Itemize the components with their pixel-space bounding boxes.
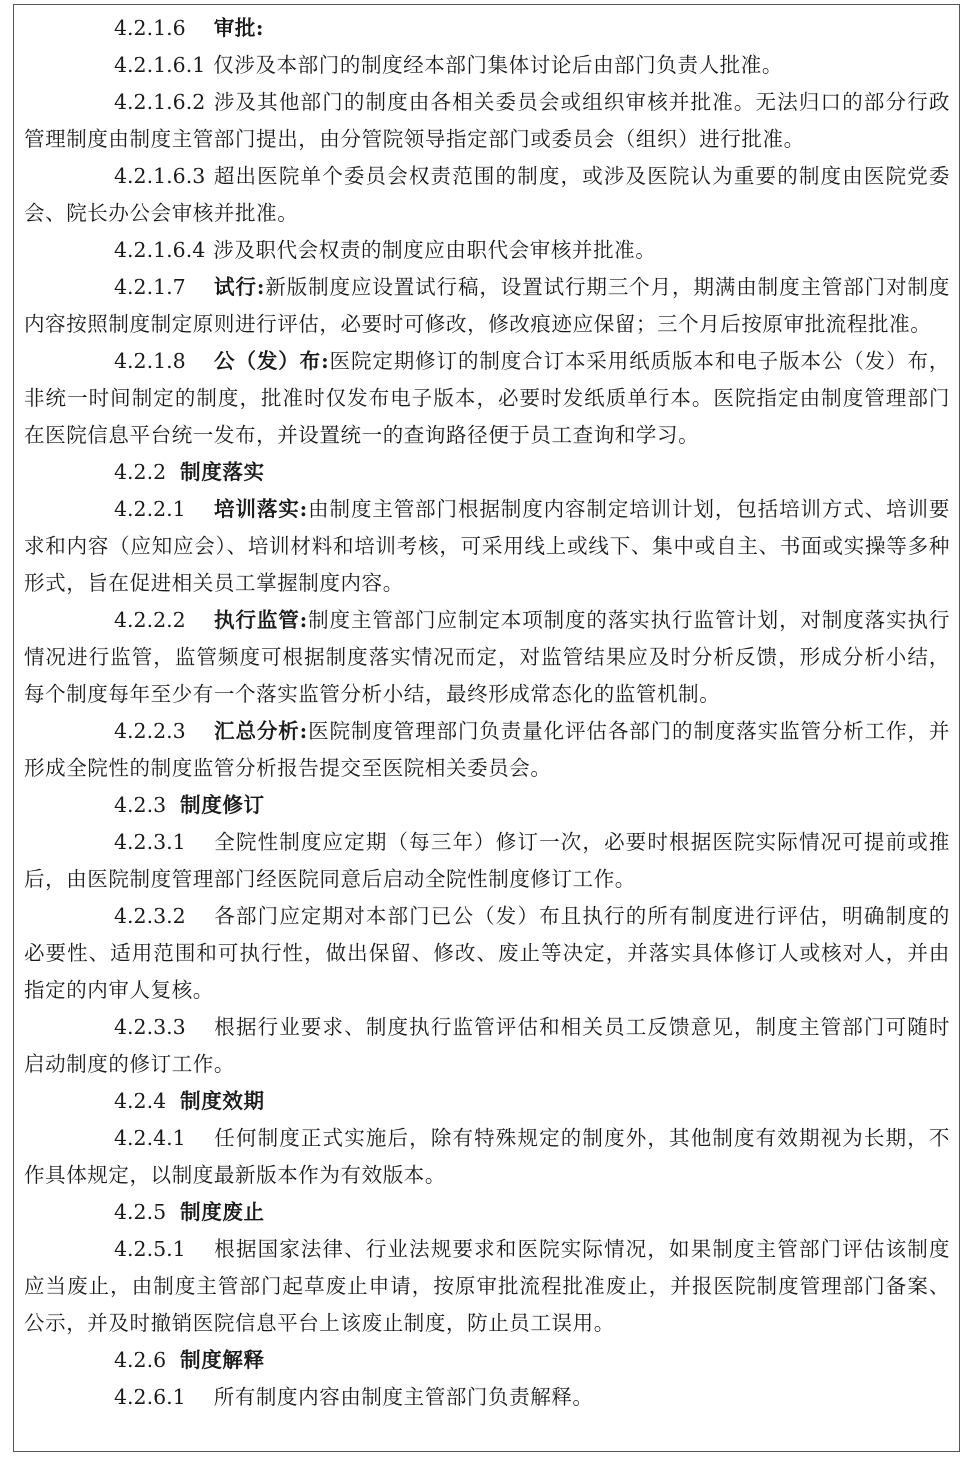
document-body <box>24 10 950 1416</box>
clause-number: 4.2.1.6.4 <box>114 238 206 262</box>
clause-4-2-6-1 <box>24 1379 950 1416</box>
clause-title: 汇总分析: <box>213 719 308 743</box>
clause-number: 4.2.2.2 <box>114 608 186 632</box>
clause-number: 4.2.3.1 <box>114 830 186 854</box>
clause-4-2-1-8 <box>24 343 950 454</box>
section-title: 制度废止 <box>180 1200 265 1224</box>
clause-4-2-1-7 <box>24 269 950 343</box>
clause-number: 4.2.1.6.3 <box>114 164 206 188</box>
section-4-2-1-6 <box>24 10 950 47</box>
clause-title: 试行: <box>213 275 266 299</box>
clause-text: 制度主管部门应制定本项制度的落实执行监管计划，对制度落实执行情况进行监管，监管频度可根据制度落实情况而定，对监管结果应及时分析反馈，形成分析小结，每个制度每年至少有一个落实监管分析小结，最终形成常态化的监管机制。 <box>24 608 951 706</box>
clause-text: 医院制度管理部门负责量化评估各部门的制度落实监管分析工作，并形成全院性的制度监管分析报告提交至医院相关委员会。 <box>24 719 951 780</box>
clause-number: 4.2.1.6.1 <box>114 53 206 77</box>
clause-4-2-1-6-1 <box>24 47 950 84</box>
clause-4-2-4-1 <box>24 1120 950 1194</box>
section-title: 制度修订 <box>180 793 265 817</box>
clause-number: 4.2.4.1 <box>114 1126 186 1150</box>
clause-text: 各部门应定期对本部门已公（发）布且执行的所有制度进行评估，明确制度的必要性、适用范围和可执行性，做出保留、修改、废止等决定，并落实具体修订人或核对人，并由指定的内审人复核。 <box>24 904 950 1002</box>
section-number: 4.2.4 <box>114 1089 167 1113</box>
clause-text: 由制度主管部门根据制度内容制定培训计划，包括培训方式、培训要求和内容（应知应会）、培训材料和培训考核，可采用线上或线下、集中或自主、书面或实操等多种形式，旨在促进相关员工掌握制度内容。 <box>24 497 951 595</box>
section-number: 4.2.3 <box>114 793 167 817</box>
clause-number: 4.2.1.6.2 <box>114 90 206 114</box>
clause-text: 根据国家法律、行业法规要求和医院实际情况，如果制度主管部门评估该制度应当废止，由制度主管部门起草废止申请，按原审批流程批准废止，并报医院制度管理部门备案、公示，并及时撤销医院信息平台上该废止制度，防止员工误用。 <box>24 1237 950 1335</box>
clause-text: 医院定期修订的制度合订本采用纸质版本和电子版本公（发）布，非统一时间制定的制度，批准时仅发布电子版本，必要时发纸质单行本。医院指定由制度管理部门在医院信息平台统一发布，并设置统一的查询路径便于员工查询和学习。 <box>24 349 950 447</box>
clause-number: 4.2.6.1 <box>114 1385 186 1409</box>
clause-4-2-2-1 <box>24 491 950 602</box>
clause-title: 执行监管: <box>213 608 308 632</box>
clause-text: 涉及其他部门的制度由各相关委员会或组织审核并批准。无法归口的部分行政管理制度由制度主管部门提出，由分管院领导指定部门或委员会（组织）进行批准。 <box>24 90 950 151</box>
clause-number: 4.2.3.3 <box>114 1015 186 1039</box>
section-number: 4.2.2 <box>114 460 167 484</box>
clause-text: 所有制度内容由制度主管部门负责解释。 <box>213 1385 594 1409</box>
clause-4-2-5-1 <box>24 1231 950 1342</box>
clause-text: 根据行业要求、制度执行监管评估和相关员工反馈意见，制度主管部门可随时启动制度的修订工作。 <box>24 1015 950 1076</box>
clause-number: 4.2.3.2 <box>114 904 186 928</box>
clause-4-2-3-3 <box>24 1009 950 1083</box>
clause-title: 公（发）布: <box>213 349 330 373</box>
section-title: 制度解释 <box>180 1348 265 1372</box>
section-title: 审批: <box>213 16 265 40</box>
section-number: 4.2.1.6 <box>114 16 186 40</box>
clause-number: 4.2.1.8 <box>114 349 186 373</box>
clause-4-2-2-3 <box>24 713 950 787</box>
clause-text: 任何制度正式实施后，除有特殊规定的制度外，其他制度有效期视为长期，不作具体规定，以制度最新版本作为有效版本。 <box>24 1126 950 1187</box>
section-number: 4.2.6 <box>114 1348 167 1372</box>
clause-title: 培训落实: <box>213 497 308 521</box>
clause-4-2-3-2 <box>24 898 950 1009</box>
section-title: 制度效期 <box>180 1089 265 1113</box>
section-title: 制度落实 <box>180 460 265 484</box>
section-4-2-4 <box>24 1083 950 1120</box>
clause-text: 新版制度应设置试行稿，设置试行期三个月，期满由制度主管部门对制度内容按照制度制定原则进行评估，必要时可修改，修改痕迹应保留；三个月后按原审批流程批准。 <box>24 275 951 336</box>
clause-number: 4.2.1.7 <box>114 275 186 299</box>
clause-number: 4.2.2.1 <box>114 497 186 521</box>
clause-4-2-3-1 <box>24 824 950 898</box>
clause-number: 4.2.2.3 <box>114 719 186 743</box>
clause-text: 全院性制度应定期（每三年）修订一次，必要时根据医院实际情况可提前或推后，由医院制度管理部门经医院同意后启动全院性制度修订工作。 <box>24 830 950 891</box>
clause-text: 超出医院单个委员会权责范围的制度，或涉及医院认为重要的制度由医院党委会、院长办公会审核并批准。 <box>24 164 950 225</box>
section-4-2-6 <box>24 1342 950 1379</box>
section-4-2-3 <box>24 787 950 824</box>
section-4-2-2 <box>24 454 950 491</box>
clause-number: 4.2.5.1 <box>114 1237 186 1261</box>
clause-4-2-1-6-4 <box>24 232 950 269</box>
clause-4-2-2-2 <box>24 602 950 713</box>
clause-text: 仅涉及本部门的制度经本部门集体讨论后由部门负责人批准。 <box>213 53 783 77</box>
section-number: 4.2.5 <box>114 1200 167 1224</box>
clause-4-2-1-6-2 <box>24 84 950 158</box>
clause-4-2-1-6-3 <box>24 158 950 232</box>
clause-text: 涉及职代会权责的制度应由职代会审核并批准。 <box>213 238 657 262</box>
section-4-2-5 <box>24 1194 950 1231</box>
